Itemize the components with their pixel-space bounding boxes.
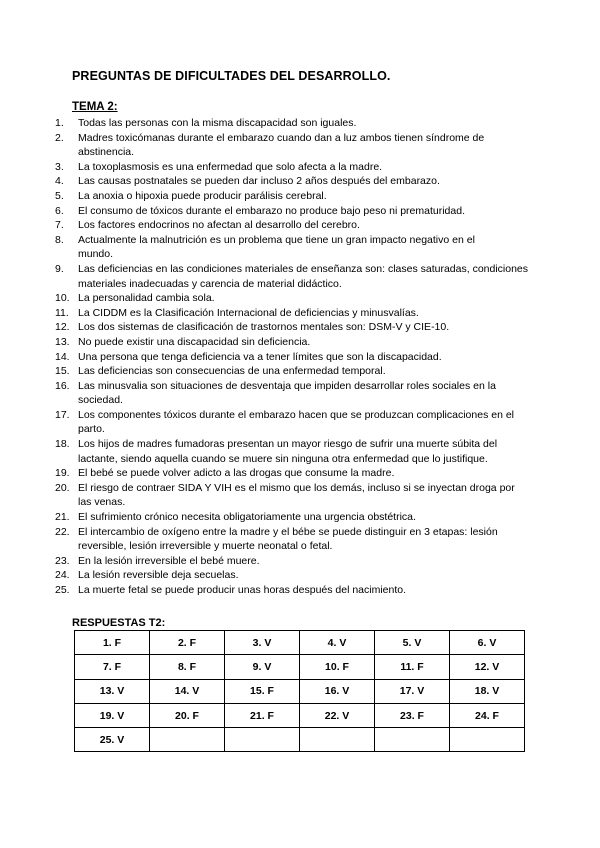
question-item — [0, 408, 560, 437]
question-text: La lesión reversible deja secuelas. — [78, 569, 239, 582]
answer-cell — [375, 728, 450, 752]
question-text: La personalidad cambia sola. — [78, 292, 215, 305]
question-number: 15. — [55, 365, 70, 378]
question-text: lactante, siendo aquella cuando se muere sin ninguna otra enfermedad que lo justifique. — [78, 452, 488, 465]
answer-cell: 23. F — [375, 703, 450, 727]
answer-cell: 16. V — [300, 679, 375, 703]
question-text: Todas las personas con la misma discapacidad son iguales. — [78, 117, 357, 129]
question-text: materiales inadecuadas y carencia de material didáctico. — [78, 277, 342, 290]
question-item — [0, 568, 560, 583]
question-number: 2. — [55, 131, 64, 144]
question-item — [0, 437, 560, 466]
answer-cell: 1. F — [75, 631, 150, 655]
question-item — [0, 174, 560, 189]
answer-cell: 20. F — [150, 703, 225, 727]
answer-cell: 22. V — [300, 703, 375, 727]
answer-cell: 3. V — [225, 631, 300, 655]
answer-cell: 5. V — [375, 631, 450, 655]
question-number: 11. — [55, 306, 69, 319]
answer-cell: 13. V — [75, 679, 150, 703]
question-number: 20. — [55, 481, 70, 494]
question-text: Las causas postnatales se pueden dar incluso 2 años después del embarazo. — [78, 175, 440, 188]
question-number: 25. — [55, 584, 70, 596]
question-item — [0, 466, 560, 481]
question-text: Los componentes tóxicos durante el embarazo hacen que se produzcan complicaciones en el — [78, 408, 515, 421]
question-text: El intercambio de oxígeno entre la madre y el bébe se puede distinguir en 3 etapas: lesión — [78, 525, 498, 538]
question-text: Los hijos de madres fumadoras presentan un mayor riesgo de sufrir una muerte súbita del — [78, 438, 498, 451]
question-text: El sufrimiento crónico necesita obligatoriamente una urgencia obstétrica. — [78, 511, 416, 524]
answer-cell: 25. V — [75, 728, 150, 752]
question-text: las venas. — [78, 496, 126, 509]
question-number: 12. — [55, 321, 70, 334]
question-text: sociedad. — [78, 394, 123, 407]
question-number: 24. — [55, 569, 70, 582]
question-item — [0, 583, 560, 598]
question-text: No puede existir una discapacidad sin deficiencia. — [78, 335, 311, 348]
question-item — [0, 218, 560, 233]
answers-row — [75, 679, 525, 703]
question-item — [0, 525, 560, 554]
answer-cell: 15. F — [225, 679, 300, 703]
question-item — [0, 116, 560, 131]
answer-cell: 2. F — [150, 631, 225, 655]
answer-cell — [300, 728, 375, 752]
answer-cell: 24. F — [450, 703, 525, 727]
question-text: parto. — [78, 423, 105, 436]
question-number: 10. — [55, 292, 70, 305]
answers-row — [75, 728, 525, 752]
question-number: 22. — [55, 525, 70, 538]
answer-cell: 8. F — [150, 655, 225, 679]
question-text: Los factores endocrinos no afectan al desarrollo del cerebro. — [78, 219, 360, 232]
question-text: La anoxia o hipoxia puede producir parálisis cerebral. — [78, 189, 327, 202]
question-number: 1. — [55, 117, 64, 129]
answer-cell: 12. V — [450, 655, 525, 679]
question-item — [0, 233, 560, 262]
question-item — [0, 320, 560, 335]
question-number: 3. — [55, 160, 64, 173]
question-item — [0, 379, 560, 408]
question-item — [0, 262, 560, 291]
question-number: 14. — [55, 350, 70, 363]
question-number: 9. — [55, 262, 64, 275]
question-number: 23. — [55, 554, 70, 567]
answer-cell: 10. F — [300, 655, 375, 679]
question-text: Las minusvalia son situaciones de desventaja que impiden desarrollar roles sociales en la — [78, 379, 496, 392]
question-item — [0, 510, 560, 525]
answer-cell: 9. V — [225, 655, 300, 679]
answers-table — [74, 630, 525, 752]
question-text: Los dos sistemas de clasificación de trastornos mentales son: DSM-V y CIE-10. — [78, 321, 450, 334]
question-number: 6. — [55, 204, 64, 217]
question-text: El riesgo de contraer SIDA Y VIH es el mismo que los demás, incluso si se inyectan droga por — [78, 481, 515, 494]
question-text: Madres toxicómanas durante el embarazo cuando dan a luz ambos tienen síndrome de — [78, 131, 485, 144]
section-heading: TEMA 2: — [72, 101, 118, 113]
question-number: 13. — [55, 335, 70, 348]
question-item — [0, 291, 560, 306]
question-item — [0, 306, 560, 321]
answer-cell: 6. V — [450, 631, 525, 655]
question-item — [0, 350, 560, 365]
answer-cell: 21. F — [225, 703, 300, 727]
question-text: El consumo de tóxicos durante el embarazo no produce bajo peso ni prematuridad. — [78, 204, 465, 217]
question-text: mundo. — [78, 248, 114, 261]
question-list — [0, 116, 560, 598]
question-text: Actualmente la malnutrición es un problema que tiene un gran impacto negativo en el — [78, 233, 475, 246]
question-number: 5. — [55, 189, 64, 202]
question-text: Una persona que tenga deficiencia va a tener límites que son la discapacidad. — [78, 350, 442, 363]
question-number: 4. — [55, 175, 64, 188]
question-number: 18. — [55, 438, 70, 451]
answer-cell: 7. F — [75, 655, 150, 679]
answer-cell: 19. V — [75, 703, 150, 727]
page-title: PREGUNTAS DE DIFICULTADES DEL DESARROLLO. — [72, 69, 391, 83]
answers-heading: RESPUESTAS T2: — [72, 617, 166, 629]
question-item — [0, 131, 560, 160]
question-number: 7. — [55, 219, 64, 232]
question-number: 16. — [55, 379, 70, 392]
answer-cell: 17. V — [375, 679, 450, 703]
answer-cell: 11. F — [375, 655, 450, 679]
answer-cell — [225, 728, 300, 752]
answer-cell: 4. V — [300, 631, 375, 655]
question-text: reversible, lesión irreversible y muerte neonatal o fetal. — [78, 540, 333, 553]
question-item — [0, 554, 560, 569]
question-text: Las deficiencias son consecuencias de una enfermedad temporal. — [78, 365, 386, 378]
question-number: 21. — [55, 511, 70, 524]
question-number: 17. — [55, 408, 70, 421]
question-number: 8. — [55, 233, 64, 246]
answer-cell — [450, 728, 525, 752]
question-text: Las deficiencias en las condiciones materiales de enseñanza son: clases saturadas, condiciones — [78, 262, 529, 275]
question-text: abstinencia. — [78, 146, 135, 159]
question-item — [0, 481, 560, 510]
question-text: El bebé se puede volver adicto a las drogas que consume la madre. — [78, 467, 395, 480]
question-text: La toxoplasmosis es una enfermedad que solo afecta a la madre. — [78, 160, 383, 173]
answer-cell: 14. V — [150, 679, 225, 703]
question-item — [0, 364, 560, 379]
answer-cell: 18. V — [450, 679, 525, 703]
question-item — [0, 204, 560, 219]
question-item — [0, 189, 560, 204]
answers-row — [75, 631, 525, 655]
question-text: En la lesión irreversible el bebé muere. — [78, 554, 260, 567]
answers-row — [75, 655, 525, 679]
question-text: La muerte fetal se puede producir unas horas después del nacimiento. — [78, 584, 407, 596]
question-item — [0, 160, 560, 175]
question-text: La CIDDM es la Clasificación Internacional de deficiencias y minusvalías. — [78, 306, 419, 319]
answers-row — [75, 703, 525, 727]
question-number: 19. — [55, 467, 70, 480]
question-item — [0, 335, 560, 350]
answer-cell — [150, 728, 225, 752]
